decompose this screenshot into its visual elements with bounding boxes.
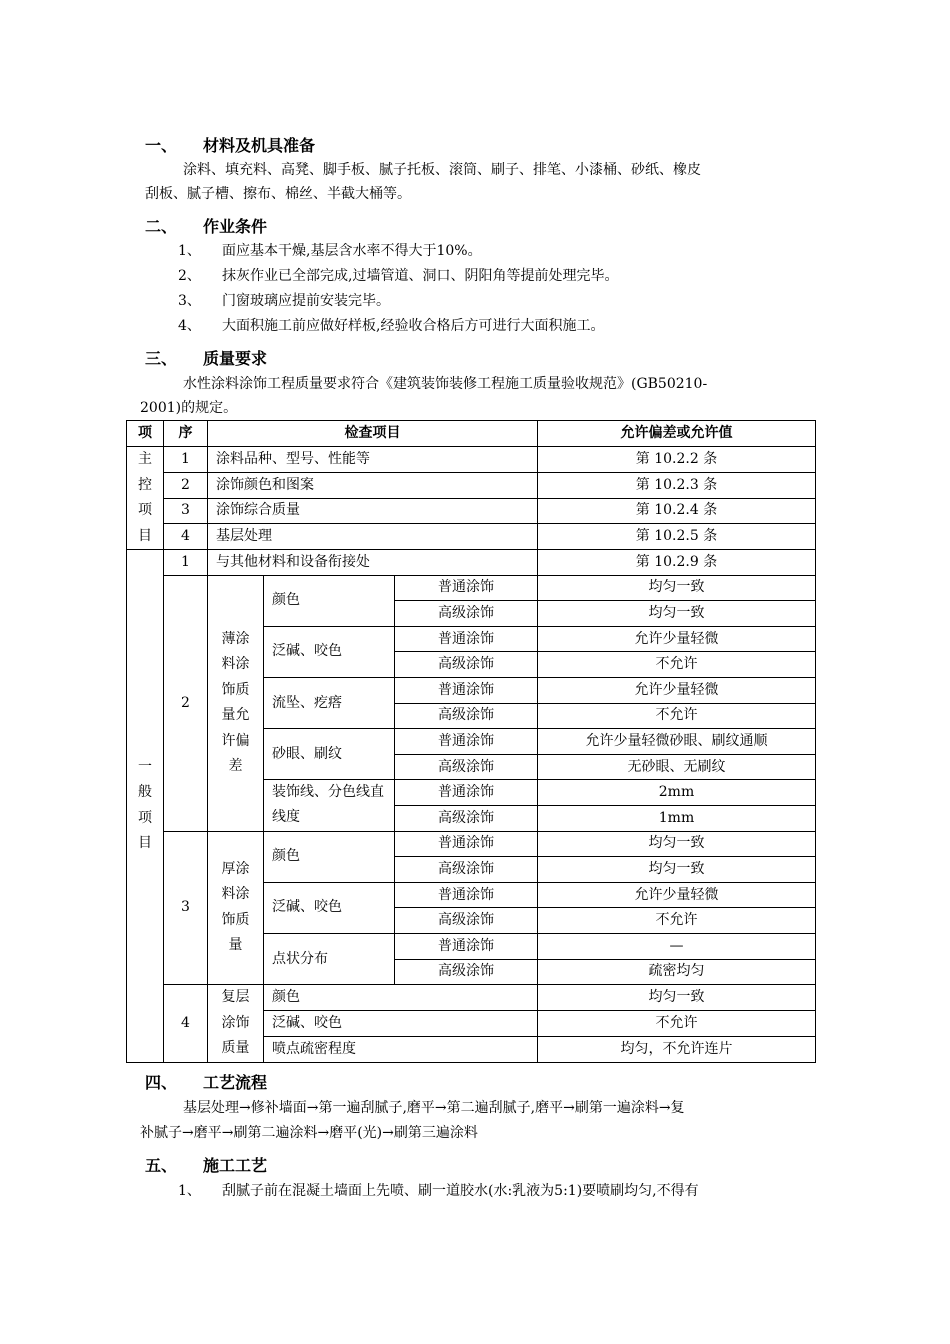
list-number: 1、 <box>178 1183 201 1199</box>
row-number: 4 <box>164 524 208 550</box>
allowed-value: 允许少量轻微 <box>538 626 816 652</box>
section-2-heading <box>145 217 267 237</box>
paragraph-line: 补腻子→磨平→刷第二遍涂料→磨平(光)→刷第三遍涂料 <box>140 1125 478 1141</box>
allowed-value: 均匀一致 <box>538 575 816 601</box>
check-item: 颜色 <box>264 575 395 626</box>
list-number: 1、 <box>178 243 201 259</box>
section-title: 施工工艺 <box>203 1156 268 1175</box>
paragraph-line: 基层处理→修补墙面→第一遍刮腻子,磨平→第二遍刮腻子,磨平→刷第一遍涂料→复 <box>183 1100 685 1116</box>
grade-label: 普通涂饰 <box>395 677 538 703</box>
group-main-control <box>127 447 164 550</box>
allowed-value: 不允许 <box>538 703 816 729</box>
group-label: 一般项目 <box>138 758 152 852</box>
paragraph-line: 水性涂料涂饰工程质量要求符合《建筑装饰装修工程施工质量验收规范》(GB50210- <box>183 376 708 392</box>
group-label: 主控项目 <box>138 451 152 544</box>
allowed-value: 允许少量轻微 <box>538 882 816 908</box>
grade-label: 普通涂饰 <box>395 831 538 857</box>
allowed-value: 允许少量轻微砂眼、刷纹通顺 <box>538 729 816 755</box>
check-item: 泛碱、咬色 <box>264 1010 538 1036</box>
list-text: 刮腻子前在混凝土墙面上先喷、刷一道胶水(水:乳液为5:1)要喷刷均匀,不得有 <box>222 1183 699 1199</box>
check-item: 喷点疏密程度 <box>264 1036 538 1062</box>
allowed-value: 允许少量轻微 <box>538 677 816 703</box>
list-number: 2、 <box>178 268 201 284</box>
list-text: 抹灰作业已全部完成,过墙管道、洞口、阴阳角等提前处理完毕。 <box>222 268 619 284</box>
allowed-value: 不允许 <box>538 1010 816 1036</box>
grade-label: 普通涂饰 <box>395 780 538 806</box>
section-3-heading <box>145 349 267 369</box>
row-number: 3 <box>164 498 208 524</box>
row-number: 3 <box>164 831 208 985</box>
grade-label: 高级涂饰 <box>395 959 538 985</box>
grade-label: 高级涂饰 <box>395 652 538 678</box>
check-item: 基层处理 <box>208 524 538 550</box>
section-5-heading <box>145 1156 267 1176</box>
allowed-value: 不允许 <box>538 908 816 934</box>
section-title: 质量要求 <box>203 349 268 368</box>
subgroup-label: 复层涂饰质量 <box>221 989 250 1057</box>
section-number: 三、 <box>145 349 178 368</box>
check-item: 泛碱、咬色 <box>264 882 395 933</box>
allowed-value: 1mm <box>538 805 816 831</box>
check-item: 涂饰颜色和图案 <box>208 472 538 498</box>
header-xiang: 项 <box>127 421 164 447</box>
grade-label: 高级涂饰 <box>395 908 538 934</box>
check-item: 颜色 <box>264 985 538 1011</box>
table-row <box>127 985 816 1011</box>
table-row <box>127 575 816 601</box>
list-number: 3、 <box>178 293 201 309</box>
list-item <box>178 241 482 261</box>
check-item: 与其他材料和设备衔接处 <box>208 550 538 576</box>
section-number: 五、 <box>145 1156 178 1175</box>
grade-label: 高级涂饰 <box>395 754 538 780</box>
table-row <box>127 550 816 576</box>
allowed-value: 第 10.2.9 条 <box>538 550 816 576</box>
table-row <box>127 524 816 550</box>
grade-label: 高级涂饰 <box>395 857 538 883</box>
allowed-value: 无砂眼、无刷纹 <box>538 754 816 780</box>
grade-label: 普通涂饰 <box>395 575 538 601</box>
check-item: 颜色 <box>264 831 395 882</box>
section-number: 一、 <box>145 136 178 155</box>
subgroup-label: 薄涂料涂饰质量允许偏差 <box>221 630 250 775</box>
paragraph-line: 2001)的规定。 <box>140 400 238 416</box>
subgroup-label-cell <box>208 575 264 831</box>
allowed-value: 第 10.2.5 条 <box>538 524 816 550</box>
header-xu: 序 <box>164 421 208 447</box>
section-1-heading <box>145 136 315 156</box>
allowed-value: 均匀一致 <box>538 601 816 627</box>
table-row <box>127 472 816 498</box>
table-header-row <box>127 421 816 447</box>
paragraph-line: 刮板、腻子槽、擦布、棉丝、半截大桶等。 <box>145 186 411 202</box>
list-text: 门窗玻璃应提前安装完毕。 <box>222 293 390 309</box>
section-title: 材料及机具准备 <box>203 136 316 155</box>
grade-label: 普通涂饰 <box>395 882 538 908</box>
check-item: 涂饰综合质量 <box>208 498 538 524</box>
header-check-item: 检查项目 <box>208 421 538 447</box>
grade-label: 普通涂饰 <box>395 933 538 959</box>
check-item-cell <box>264 780 395 831</box>
grade-label: 高级涂饰 <box>395 805 538 831</box>
check-item: 点状分布 <box>264 933 395 984</box>
allowed-value: 均匀一致 <box>538 831 816 857</box>
paragraph-line: 涂料、填充料、高凳、脚手板、腻子托板、滚筒、刷子、排笔、小漆桶、砂纸、橡皮 <box>183 162 701 178</box>
section-title: 工艺流程 <box>203 1073 268 1092</box>
list-item <box>178 316 604 336</box>
row-number: 2 <box>164 575 208 831</box>
check-item: 砂眼、刷纹 <box>264 729 395 780</box>
allowed-value: 均匀一致 <box>538 985 816 1011</box>
list-item <box>178 1181 699 1201</box>
list-text: 大面积施工前应做好样板,经验收合格后方可进行大面积施工。 <box>222 318 605 334</box>
list-text: 面应基本干燥,基层含水率不得大于10%。 <box>222 243 482 259</box>
section-number: 四、 <box>145 1073 178 1092</box>
row-number: 4 <box>164 985 208 1063</box>
grade-label: 普通涂饰 <box>395 626 538 652</box>
table-row <box>127 447 816 473</box>
allowed-value: 2mm <box>538 780 816 806</box>
list-item <box>178 266 618 286</box>
allowed-value: 第 10.2.3 条 <box>538 472 816 498</box>
list-number: 4、 <box>178 318 201 334</box>
subgroup-label-cell <box>208 831 264 985</box>
allowed-value: 第 10.2.4 条 <box>538 498 816 524</box>
group-general <box>127 550 164 1063</box>
table-row <box>127 831 816 857</box>
subgroup-label-cell <box>208 985 264 1063</box>
grade-label: 高级涂饰 <box>395 601 538 627</box>
allowed-value: 均匀一致 <box>538 857 816 883</box>
section-number: 二、 <box>145 217 178 236</box>
allowed-value: 均匀，不允许连片 <box>538 1036 816 1062</box>
row-number: 2 <box>164 472 208 498</box>
table-row <box>127 498 816 524</box>
grade-label: 高级涂饰 <box>395 703 538 729</box>
allowed-value: 疏密均匀 <box>538 959 816 985</box>
allowed-value: — <box>538 933 816 959</box>
section-4-heading <box>145 1073 267 1093</box>
check-item: 泛碱、咬色 <box>264 626 395 677</box>
allowed-value: 不允许 <box>538 652 816 678</box>
quality-table <box>126 420 816 1063</box>
check-item: 涂料品种、型号、性能等 <box>208 447 538 473</box>
grade-label: 普通涂饰 <box>395 729 538 755</box>
check-item: 流坠、疙瘩 <box>264 677 395 728</box>
allowed-value: 第 10.2.2 条 <box>538 447 816 473</box>
row-number: 1 <box>164 447 208 473</box>
section-title: 作业条件 <box>203 217 268 236</box>
subgroup-label: 厚涂料涂饰质量 <box>221 860 250 954</box>
check-item: 装饰线、分色线直线度 <box>272 784 384 826</box>
header-allowed-value: 允许偏差或允许值 <box>538 421 816 447</box>
row-number: 1 <box>164 550 208 576</box>
list-item <box>178 291 390 311</box>
